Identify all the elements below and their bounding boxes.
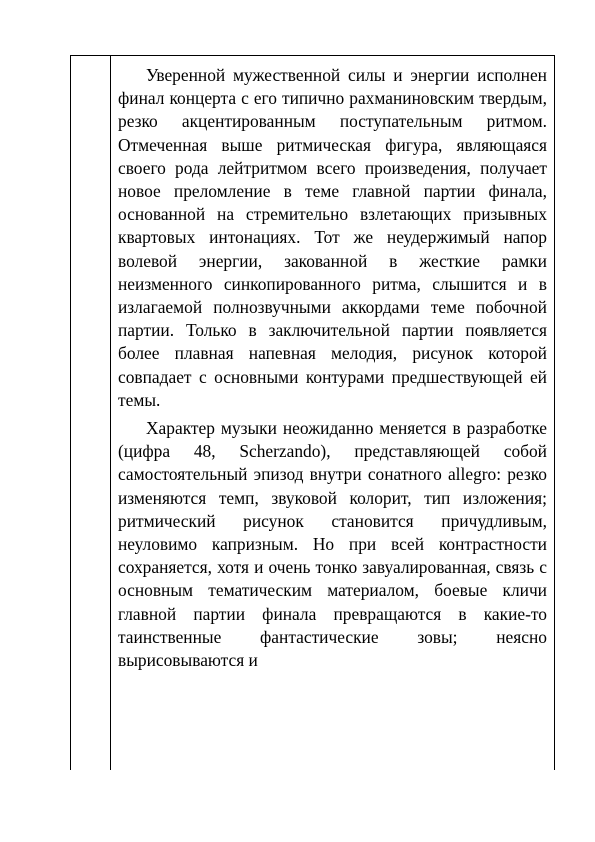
table-column-number xyxy=(71,56,111,770)
text-cell xyxy=(118,64,547,677)
paragraph-1: Уверенной мужественной силы и энергии исполнен финал концерта с его типично рахманиновским твердым, резко акцентированным поступательным ритмом. Отмеченная выше ритмическая фигура, являющаяся своего рода лейтритмом всего произведения, получает новое преломление в теме главной партии финала, основанной на стремительно взлетающих призывных квартовых интонациях. Тот же неудержимый напор волевой энергии, закованной в жесткие рамки неизменного синкопированного ритма, слышится и в излагаемой полнозвучными аккордами теме побочной партии. Только в заключительной партии появляется более плавная напевная мелодия, рисунок которой совпадает с основными контурами предшествующей ей темы. xyxy=(118,65,547,410)
paragraph-2: Характер музыки неожиданно меняется в разработке (цифра 48, Scherzando), представляющей собой самостоятельный эпизод внутри сонатного allegro: резко изменяются темп, звуковой колорит, тип изложения; ритмический рисунок становится причудливым, неуловимо капризным. Но при всей контрастности сохраняется, хотя и очень тонко завуалированная, связь с основным тематическим материалом, боевые кличи главной партии финала превращаются в какие-то таинственные фантастические зовы; неясно вырисовываются и xyxy=(118,418,547,671)
